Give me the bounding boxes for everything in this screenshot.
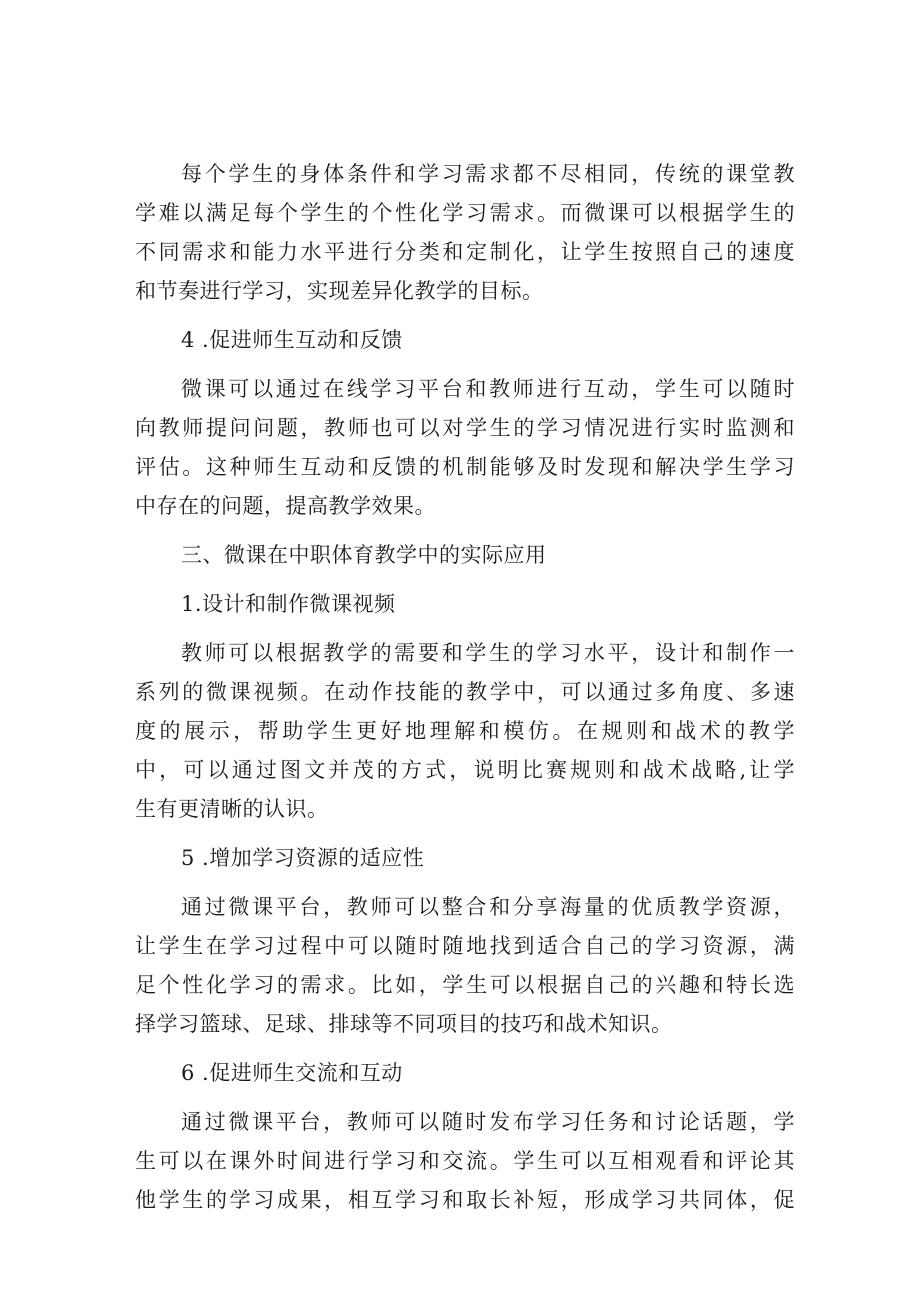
paragraph-individual-needs: [135, 155, 795, 311]
text-line: 生可以在课外时间进行学习和交流。学生可以互相观看和评论其: [135, 1149, 795, 1173]
text-line: 择学习篮球、足球、排球等不同项目的技巧和战术知识。: [135, 1012, 673, 1036]
text-line: 通过微课平台，教师可以整合和分享海量的优质教学资源，: [181, 895, 795, 919]
text-line: 和节奏进行学习，实现差异化教学的目标。: [135, 279, 544, 303]
text-line: 中存在的问题，提高教学效果。: [135, 494, 436, 518]
text-line: 足个性化学习的需求。比如，学生可以根据自己的兴趣和特长选: [135, 973, 795, 997]
text-line: 系列的微课视频。在动作技能的教学中，可以通过多角度、多速: [135, 680, 795, 704]
text-line: 不同需求和能力水平进行分类和定制化，让学生按照自己的速度: [135, 240, 795, 264]
section-heading-6: 6 .促进师生交流和互动: [181, 1061, 403, 1085]
document-body: [135, 155, 795, 1220]
section-heading-4: 4 .促进师生互动和反馈: [181, 328, 403, 352]
text-line: 通过微课平台，教师可以随时发布学习任务和讨论话题，学: [181, 1110, 795, 1134]
text-line: 中，可以通过图文并茂的方式，说明比赛规则和战术战略,让学: [135, 758, 795, 782]
text-line: 生有更清晰的认识。: [135, 797, 329, 821]
text-line: 每个学生的身体条件和学习需求都不尽相同，传统的课堂教: [181, 162, 795, 186]
section-heading-5: 5 .增加学习资源的适应性: [181, 846, 425, 870]
section-heading-1: 1.设计和制作微课视频: [181, 592, 396, 616]
chapter-heading-3: 三、微课在中职体育教学中的实际应用: [181, 543, 547, 567]
paragraph-resource-adaptability: [135, 888, 795, 1044]
text-line: 评估。这种师生互动和反馈的机制能够及时发现和解决学生学习: [135, 455, 795, 479]
text-line: 他学生的学习成果，相互学习和取长补短，形成学习共同体，促: [135, 1188, 795, 1212]
text-line: 向教师提问问题，教师也可以对学生的学习情况进行实时监测和: [135, 416, 795, 440]
text-line: 微课可以通过在线学习平台和教师进行互动，学生可以随时: [181, 377, 795, 401]
text-line: 让学生在学习过程中可以随时随地找到适合自己的学习资源，满: [135, 934, 795, 958]
paragraph-communication: [135, 1103, 795, 1220]
paragraph-interaction-feedback: [135, 370, 795, 526]
text-line: 学难以满足每个学生的个性化学习需求。而微课可以根据学生的: [135, 201, 795, 225]
paragraph-video-design: [135, 634, 795, 829]
text-line: 教师可以根据教学的需要和学生的学习水平，设计和制作一: [181, 641, 795, 665]
text-line: 度的展示，帮助学生更好地理解和模仿。在规则和战术的教学: [135, 719, 795, 743]
